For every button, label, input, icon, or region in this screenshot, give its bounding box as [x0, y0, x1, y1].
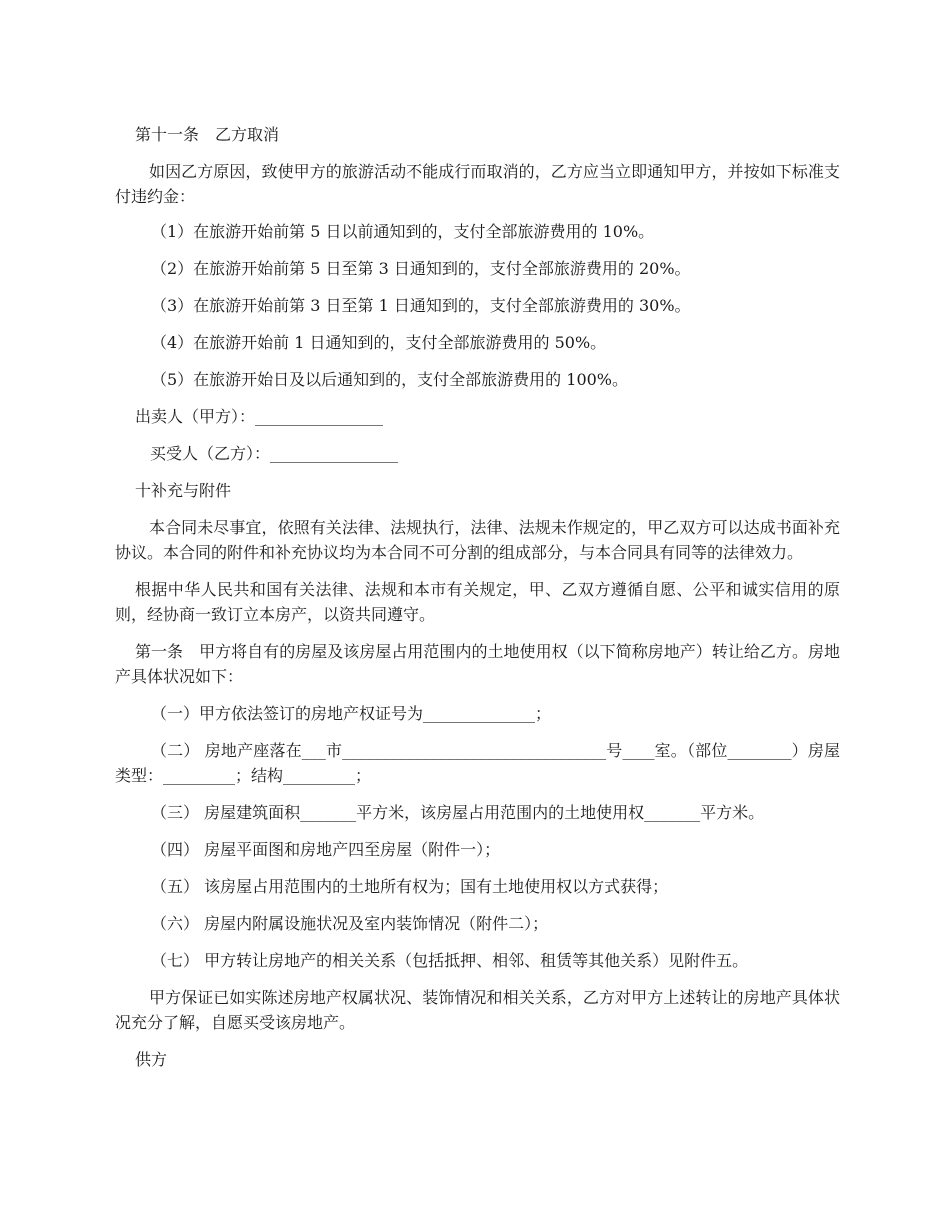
- article-1-item-5: （五） 该房屋占用范围内的土地所有权为；国有土地使用权以方式获得；: [151, 877, 669, 896]
- supplement-title: 十补充与附件: [135, 481, 232, 500]
- article-1-item-7: （七） 甲方转让房地产的相关关系（包括抵押、相邻、租赁等其他关系）见附件五。: [151, 951, 749, 970]
- article-11-intro: 如因乙方原因，致使甲方的旅游活动不能成行而取消的，乙方应当立即通知甲方，并按如下标准支付违约金：: [115, 162, 840, 206]
- preamble: 根据中华人民共和国有关法律、法规和本市有关规定，甲、乙双方遵循自愿、公平和诚实信用的原则，经协商一致订立本房产，以资共同遵守。: [115, 580, 840, 624]
- article-1-intro: 第一条 甲方将自有的房屋及该房屋占用范围内的土地使用权（以下简称房地产）转让给乙方。房地产具体状况如下：: [115, 642, 840, 686]
- article-1-item-3: （三） 房屋建筑面积_______平方米，该房屋占用范围内的土地使用权_______平方米。: [151, 803, 765, 822]
- guarantee-paragraph: 甲方保证已如实陈述房地产权属状况、装饰情况和相关关系，乙方对甲方上述转让的房地产具体状况充分了解，自愿买受该房地产。: [115, 988, 840, 1032]
- article-1-item-6: （六） 房屋内附属设施状况及室内装饰情况（附件二）；: [151, 914, 549, 933]
- article-11-item-5: （5）在旅游开始日及以后通知到的，支付全部旅游费用的 100%。: [151, 370, 629, 389]
- seller-signature-line: 出卖人（甲方）：________________: [135, 407, 384, 426]
- article-1-item-1: （一）甲方依法签订的房地产权证号为______________；: [151, 704, 552, 723]
- supplier-label: 供方: [135, 1050, 168, 1069]
- supplement-text: 本合同未尽事宜，依照有关法律、法规执行，法律、法规未作规定的，甲乙双方可以达成书面补充协议。本合同的附件和补充协议均为本合同不可分割的组成部分，与本合同具有同等的法律效力。: [115, 518, 840, 562]
- buyer-signature-line: 买受人（乙方）：________________: [150, 444, 399, 463]
- article-11-title: 第十一条 乙方取消: [135, 125, 280, 144]
- article-11-item-4: （4）在旅游开始前 1 日通知到的，支付全部旅游费用的 50%。: [151, 333, 607, 352]
- article-11-item-1: （1）在旅游开始前第 5 日以前通知到的，支付全部旅游费用的 10%。: [151, 222, 655, 241]
- article-1-item-2: （二） 房地产座落在___市_________________________________号____室。（部位________）房屋类型：_________；结构_________；: [115, 741, 840, 785]
- article-11-item-3: （3）在旅游开始前第 3 日至第 1 日通知到的，支付全部旅游费用的 30%。: [151, 296, 691, 315]
- document-page: [115, 122, 840, 1084]
- article-11-item-2: （2）在旅游开始前第 5 日至第 3 日通知到的，支付全部旅游费用的 20%。: [151, 259, 691, 278]
- article-1-item-4: （四） 房屋平面图和房地产四至房屋（附件一）；: [151, 840, 501, 859]
